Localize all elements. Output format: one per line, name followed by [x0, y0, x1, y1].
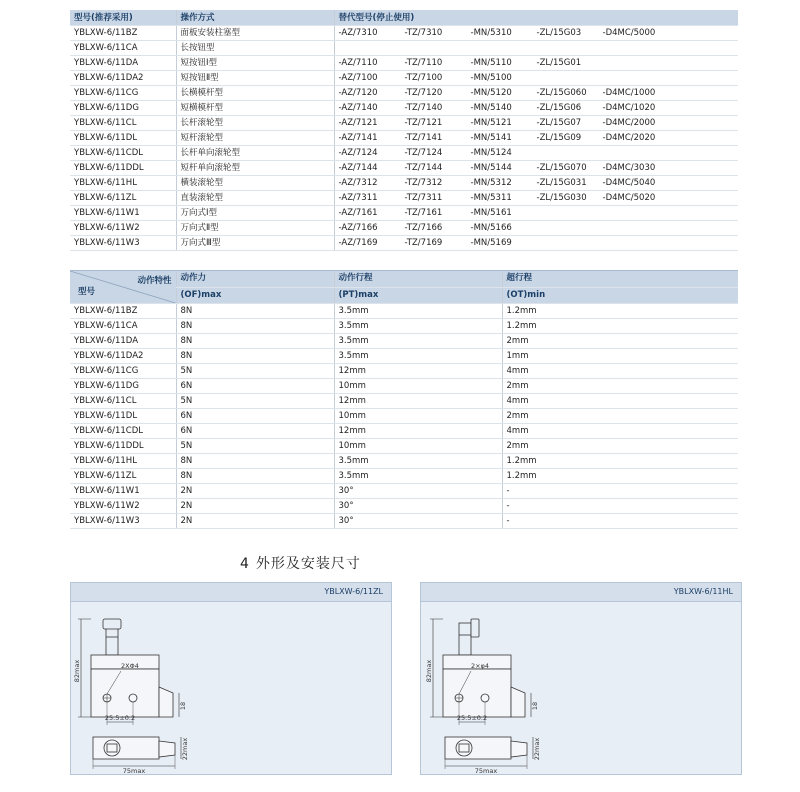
operation-cell: 长杆滚轮型 — [176, 116, 334, 131]
model-cell: YBLXW-6/11ZL — [70, 191, 176, 206]
operating-force-cell: 2N — [176, 499, 334, 514]
operating-force-cell: 2N — [176, 514, 334, 529]
model-cell: YBLXW-6/11DA — [70, 334, 176, 349]
replaced-model-code — [467, 41, 533, 55]
table-row — [70, 334, 738, 349]
replaced-model-code: -D4MC/2000 — [602, 118, 656, 128]
replaced-model-code: -TZ/7312 — [404, 178, 443, 188]
pretravel-cell: 3.5mm — [334, 349, 502, 364]
model-cell: YBLXW-6/11W2 — [70, 221, 176, 236]
table-header-row — [70, 10, 738, 26]
characteristics-table-body — [70, 304, 738, 529]
replaced-model-code: -MN/5100 — [470, 73, 512, 83]
dim-width-label: 75max — [122, 767, 146, 774]
replaced-model-code: -AZ/7120 — [338, 88, 378, 98]
header-operation-mode: 操作方式 — [176, 10, 334, 26]
operating-force-cell: 6N — [176, 379, 334, 394]
pretravel-cell: 30° — [334, 514, 502, 529]
model-cell: YBLXW-6/11DDL — [70, 161, 176, 176]
replaced-model-code: -ZL/15G031 — [536, 178, 587, 188]
model-cell: YBLXW-6/11W3 — [70, 514, 176, 529]
dim-height-label: 82max — [425, 659, 433, 683]
replaced-model-code: -D4MC/5020 — [602, 193, 656, 203]
dimension-drawing-panel — [420, 582, 742, 775]
overtravel-cell: 2mm — [502, 439, 738, 454]
table-row — [70, 424, 738, 439]
model-cell: YBLXW-6/11DG — [70, 379, 176, 394]
operating-force-cell: 6N — [176, 409, 334, 424]
operating-force-cell: 5N — [176, 364, 334, 379]
model-cell: YBLXW-6/11CL — [70, 116, 176, 131]
operating-force-cell: 2N — [176, 484, 334, 499]
replaced-model-code: -AZ/7144 — [338, 163, 378, 173]
table-row — [70, 514, 738, 529]
model-cell: YBLXW-6/11W2 — [70, 499, 176, 514]
pretravel-cell: 3.5mm — [334, 334, 502, 349]
operating-force-cell: 8N — [176, 304, 334, 319]
table-row — [70, 191, 738, 206]
replaced-model-code: -TZ/7121 — [404, 118, 443, 128]
replaced-model-code: -TZ/7110 — [404, 58, 443, 68]
header-operating-force: 动作力 — [176, 271, 334, 288]
dim-18-label: 18 — [531, 701, 539, 711]
replaced-models-cell — [334, 191, 738, 206]
model-cell: YBLXW-6/11W1 — [70, 206, 176, 221]
table-row — [70, 176, 738, 191]
model-cell: YBLXW-6/11W3 — [70, 236, 176, 251]
replaced-model-code: -TZ/7120 — [404, 88, 443, 98]
overtravel-cell: 2mm — [502, 334, 738, 349]
header-overtravel-unit: (OT)min — [502, 287, 738, 304]
replaced-model-code: -TZ/7141 — [404, 133, 443, 143]
replaced-models-cell — [334, 101, 738, 116]
table-row — [70, 439, 738, 454]
table-row — [70, 206, 738, 221]
replaced-model-code: -AZ/7310 — [338, 28, 378, 38]
replaced-models-cell — [334, 221, 738, 236]
overtravel-cell: 4mm — [502, 424, 738, 439]
replaced-model-code: -MN/5161 — [470, 208, 512, 218]
operation-cell: 长按钮型 — [176, 41, 334, 56]
replaced-model-code: -ZL/15G03 — [536, 28, 582, 38]
table-row — [70, 26, 738, 41]
pretravel-cell: 10mm — [334, 439, 502, 454]
operation-cell: 万向式Ⅰ型 — [176, 206, 334, 221]
model-cell: YBLXW-6/11DA2 — [70, 349, 176, 364]
table-row — [70, 86, 738, 101]
dimension-drawing-zl — [71, 601, 391, 774]
replaced-model-code: -TZ/7144 — [404, 163, 443, 173]
replaced-model-code: -AZ/7169 — [338, 238, 378, 248]
replaced-models-cell — [334, 161, 738, 176]
replaced-model-code — [599, 56, 665, 70]
replaced-model-code — [533, 236, 599, 250]
replaced-model-code: -D4MC/1020 — [602, 103, 656, 113]
model-cell: YBLXW-6/11CA — [70, 41, 176, 56]
operation-cell: 短杆滚轮型 — [176, 131, 334, 146]
corner-label-model: 型号 — [78, 287, 96, 297]
model-cell: YBLXW-6/11ZL — [70, 469, 176, 484]
replaced-model-code: -AZ/7141 — [338, 133, 378, 143]
overtravel-cell: 1.2mm — [502, 454, 738, 469]
table-row — [70, 131, 738, 146]
replaced-model-code — [533, 206, 599, 220]
replaced-model-code: -ZL/15G07 — [536, 118, 582, 128]
replaced-model-code: -D4MC/5000 — [602, 28, 656, 38]
overtravel-cell: - — [502, 484, 738, 499]
replaced-model-code: -MN/5121 — [470, 118, 512, 128]
characteristics-table — [70, 270, 738, 529]
operating-force-cell: 8N — [176, 319, 334, 334]
header-operating-force-unit: (OF)max — [176, 287, 334, 304]
dim-18-label: 18 — [179, 701, 187, 711]
replaced-models-cell — [334, 86, 738, 101]
model-cell: YBLXW-6/11CA — [70, 319, 176, 334]
table-row — [70, 394, 738, 409]
replaced-model-code: -MN/5312 — [470, 178, 512, 188]
dim-hole-label: 2XΦ4 — [121, 662, 139, 670]
operation-cell: 短杆单向滚轮型 — [176, 161, 334, 176]
pretravel-cell: 12mm — [334, 364, 502, 379]
header-recommended-model: 型号(推荐采用) — [70, 10, 176, 26]
pretravel-cell: 12mm — [334, 394, 502, 409]
replaced-model-code: -MN/5166 — [470, 223, 512, 233]
replaced-model-code: -MN/5110 — [470, 58, 512, 68]
replaced-model-code — [335, 41, 401, 55]
replaced-model-code: -ZL/15G030 — [536, 193, 587, 203]
dimension-drawing-hl — [421, 601, 741, 774]
replaced-model-code: -TZ/7124 — [404, 148, 443, 158]
model-cell: YBLXW-6/11DA — [70, 56, 176, 71]
model-cell: YBLXW-6/11DL — [70, 409, 176, 424]
replaced-model-code — [599, 146, 665, 160]
table-row — [70, 71, 738, 86]
table-row — [70, 146, 738, 161]
replaced-model-code — [599, 71, 665, 85]
replaced-model-code — [401, 41, 467, 55]
overtravel-cell: 1mm — [502, 349, 738, 364]
replaced-model-code: -MN/5140 — [470, 103, 512, 113]
model-cell: YBLXW-6/11CG — [70, 86, 176, 101]
pretravel-cell: 12mm — [334, 424, 502, 439]
header-overtravel: 超行程 — [502, 271, 738, 288]
operation-cell: 面板安装柱塞型 — [176, 26, 334, 41]
operating-force-cell: 6N — [176, 424, 334, 439]
header-corner-cell — [70, 271, 176, 304]
operating-force-cell: 8N — [176, 349, 334, 364]
overtravel-cell: 4mm — [502, 394, 738, 409]
model-cell: YBLXW-6/11DL — [70, 131, 176, 146]
operation-cell: 长杆单向滚轮型 — [176, 146, 334, 161]
overtravel-cell: - — [502, 514, 738, 529]
replaced-models-cell — [334, 26, 738, 41]
model-cell: YBLXW-6/11DA2 — [70, 71, 176, 86]
table-header-row — [70, 271, 738, 288]
table-row — [70, 484, 738, 499]
replaced-model-code — [599, 206, 665, 220]
dim-width-label: 75max — [474, 767, 498, 774]
operating-force-cell: 5N — [176, 439, 334, 454]
dim-pitch-label: 25.5±0.2 — [104, 714, 136, 722]
replaced-model-code — [533, 146, 599, 160]
replaced-model-code: -TZ/7166 — [404, 223, 443, 233]
table-row — [70, 409, 738, 424]
replaced-model-code: -MN/5141 — [470, 133, 512, 143]
table-row — [70, 454, 738, 469]
section-number: 4 — [240, 556, 250, 572]
dim-depth-label: 22max — [533, 737, 541, 761]
replaced-model-code: -AZ/7166 — [338, 223, 378, 233]
replaced-model-code: -D4MC/5040 — [602, 178, 656, 188]
replaced-models-cell — [334, 41, 738, 56]
operating-force-cell: 8N — [176, 469, 334, 484]
replaced-model-code: -AZ/7312 — [338, 178, 378, 188]
table-row — [70, 101, 738, 116]
replaced-model-code: -MN/5120 — [470, 88, 512, 98]
dim-pitch-label: 25.5±0.2 — [456, 714, 488, 722]
header-replaced-models: 替代型号(停止使用) — [334, 10, 738, 26]
table-row — [70, 319, 738, 334]
dim-hole-label: 2×φ4 — [471, 662, 490, 670]
model-cell: YBLXW-6/11CG — [70, 364, 176, 379]
model-cell: YBLXW-6/11CDL — [70, 424, 176, 439]
replaced-model-code: -ZL/15G06 — [536, 103, 582, 113]
replaced-models-cell — [334, 56, 738, 71]
model-cell: YBLXW-6/11DG — [70, 101, 176, 116]
overtravel-cell: 1.2mm — [502, 319, 738, 334]
overtravel-cell: 2mm — [502, 409, 738, 424]
replaced-model-code: -AZ/7110 — [338, 58, 378, 68]
model-cell: YBLXW-6/11CL — [70, 394, 176, 409]
pretravel-cell: 10mm — [334, 379, 502, 394]
replaced-model-code: -MN/5144 — [470, 163, 512, 173]
header-pretravel-unit: (PT)max — [334, 287, 502, 304]
operation-cell: 万向式Ⅲ型 — [176, 236, 334, 251]
table-row — [70, 236, 738, 251]
replaced-model-code: -TZ/7100 — [404, 73, 443, 83]
model-cell: YBLXW-6/11BZ — [70, 26, 176, 41]
overtravel-cell: 2mm — [502, 379, 738, 394]
replaced-model-code: -AZ/7311 — [338, 193, 378, 203]
replaced-model-code: -AZ/7140 — [338, 103, 378, 113]
section-title-text: 外形及安装尺寸 — [255, 556, 361, 572]
overtravel-cell: 4mm — [502, 364, 738, 379]
replaced-models-cell — [334, 176, 738, 191]
replaced-model-code — [599, 221, 665, 235]
replaced-model-code: -TZ/7140 — [404, 103, 443, 113]
model-cell: YBLXW-6/11HL — [70, 454, 176, 469]
table-row — [70, 499, 738, 514]
replaced-model-code: -AZ/7121 — [338, 118, 378, 128]
overtravel-cell: - — [502, 499, 738, 514]
replacement-model-table — [70, 10, 738, 251]
pretravel-cell: 30° — [334, 499, 502, 514]
table-row — [70, 364, 738, 379]
table-row — [70, 161, 738, 176]
replaced-models-cell — [334, 146, 738, 161]
model-cell: YBLXW-6/11BZ — [70, 304, 176, 319]
replaced-model-code: -AZ/7100 — [338, 73, 378, 83]
header-pretravel: 动作行程 — [334, 271, 502, 288]
replaced-model-code: -D4MC/2020 — [602, 133, 656, 143]
replaced-models-cell — [334, 206, 738, 221]
replaced-models-cell — [334, 116, 738, 131]
operation-cell: 横装滚轮型 — [176, 176, 334, 191]
dim-depth-label: 22max — [181, 737, 189, 761]
operation-cell: 短横模杆型 — [176, 101, 334, 116]
pretravel-cell: 3.5mm — [334, 469, 502, 484]
model-cell: YBLXW-6/11HL — [70, 176, 176, 191]
drawing-model-label: YBLXW-6/11HL — [421, 583, 741, 602]
table-row — [70, 56, 738, 71]
operating-force-cell: 5N — [176, 394, 334, 409]
model-cell: YBLXW-6/11W1 — [70, 484, 176, 499]
overtravel-cell: 1.2mm — [502, 469, 738, 484]
table-row — [70, 221, 738, 236]
replacement-table-body — [70, 26, 738, 251]
pretravel-cell: 3.5mm — [334, 454, 502, 469]
table-row — [70, 349, 738, 364]
table-row — [70, 116, 738, 131]
replaced-model-code: -TZ/7311 — [404, 193, 443, 203]
replaced-model-code — [533, 71, 599, 85]
replaced-model-code: -TZ/7161 — [404, 208, 443, 218]
pretravel-cell: 3.5mm — [334, 304, 502, 319]
operation-cell: 短按钮Ⅰ型 — [176, 56, 334, 71]
replaced-model-code — [599, 41, 665, 55]
operation-cell: 长横模杆型 — [176, 86, 334, 101]
section-title — [240, 553, 361, 573]
operating-force-cell: 8N — [176, 454, 334, 469]
pretravel-cell: 30° — [334, 484, 502, 499]
replaced-model-code: -TZ/7310 — [404, 28, 443, 38]
replaced-model-code: -AZ/7124 — [338, 148, 378, 158]
replaced-model-code: -MN/5311 — [470, 193, 512, 203]
table-row — [70, 379, 738, 394]
table-row — [70, 41, 738, 56]
replaced-model-code: -ZL/15G09 — [536, 133, 582, 143]
operation-cell: 直装滚轮型 — [176, 191, 334, 206]
overtravel-cell: 1.2mm — [502, 304, 738, 319]
replaced-model-code: -D4MC/3030 — [602, 163, 656, 173]
replaced-model-code: -ZL/15G060 — [536, 88, 587, 98]
replaced-model-code — [599, 236, 665, 250]
replaced-model-code — [533, 41, 599, 55]
replaced-model-code: -AZ/7161 — [338, 208, 378, 218]
replaced-model-code: -TZ/7169 — [404, 238, 443, 248]
pretravel-cell: 3.5mm — [334, 319, 502, 334]
replaced-model-code: -ZL/15G01 — [536, 58, 582, 68]
operating-force-cell: 8N — [176, 334, 334, 349]
table-row — [70, 469, 738, 484]
replaced-models-cell — [334, 236, 738, 251]
dimension-drawing-panel — [70, 582, 392, 775]
replaced-model-code: -MN/5310 — [470, 28, 512, 38]
replaced-model-code: -D4MC/1000 — [602, 88, 656, 98]
dim-height-label: 82max — [73, 659, 81, 683]
replaced-models-cell — [334, 71, 738, 86]
pretravel-cell: 10mm — [334, 409, 502, 424]
operation-cell: 短按钮Ⅱ型 — [176, 71, 334, 86]
replaced-model-code: -MN/5124 — [470, 148, 512, 158]
replaced-model-code — [533, 221, 599, 235]
replaced-model-code: -ZL/15G070 — [536, 163, 587, 173]
replaced-models-cell — [334, 131, 738, 146]
corner-label-characteristics: 动作特性 — [137, 276, 172, 286]
table-row — [70, 304, 738, 319]
replaced-model-code: -MN/5169 — [470, 238, 512, 248]
model-cell: YBLXW-6/11CDL — [70, 146, 176, 161]
operation-cell: 万向式Ⅱ型 — [176, 221, 334, 236]
drawing-model-label: YBLXW-6/11ZL — [71, 583, 391, 602]
model-cell: YBLXW-6/11DDL — [70, 439, 176, 454]
